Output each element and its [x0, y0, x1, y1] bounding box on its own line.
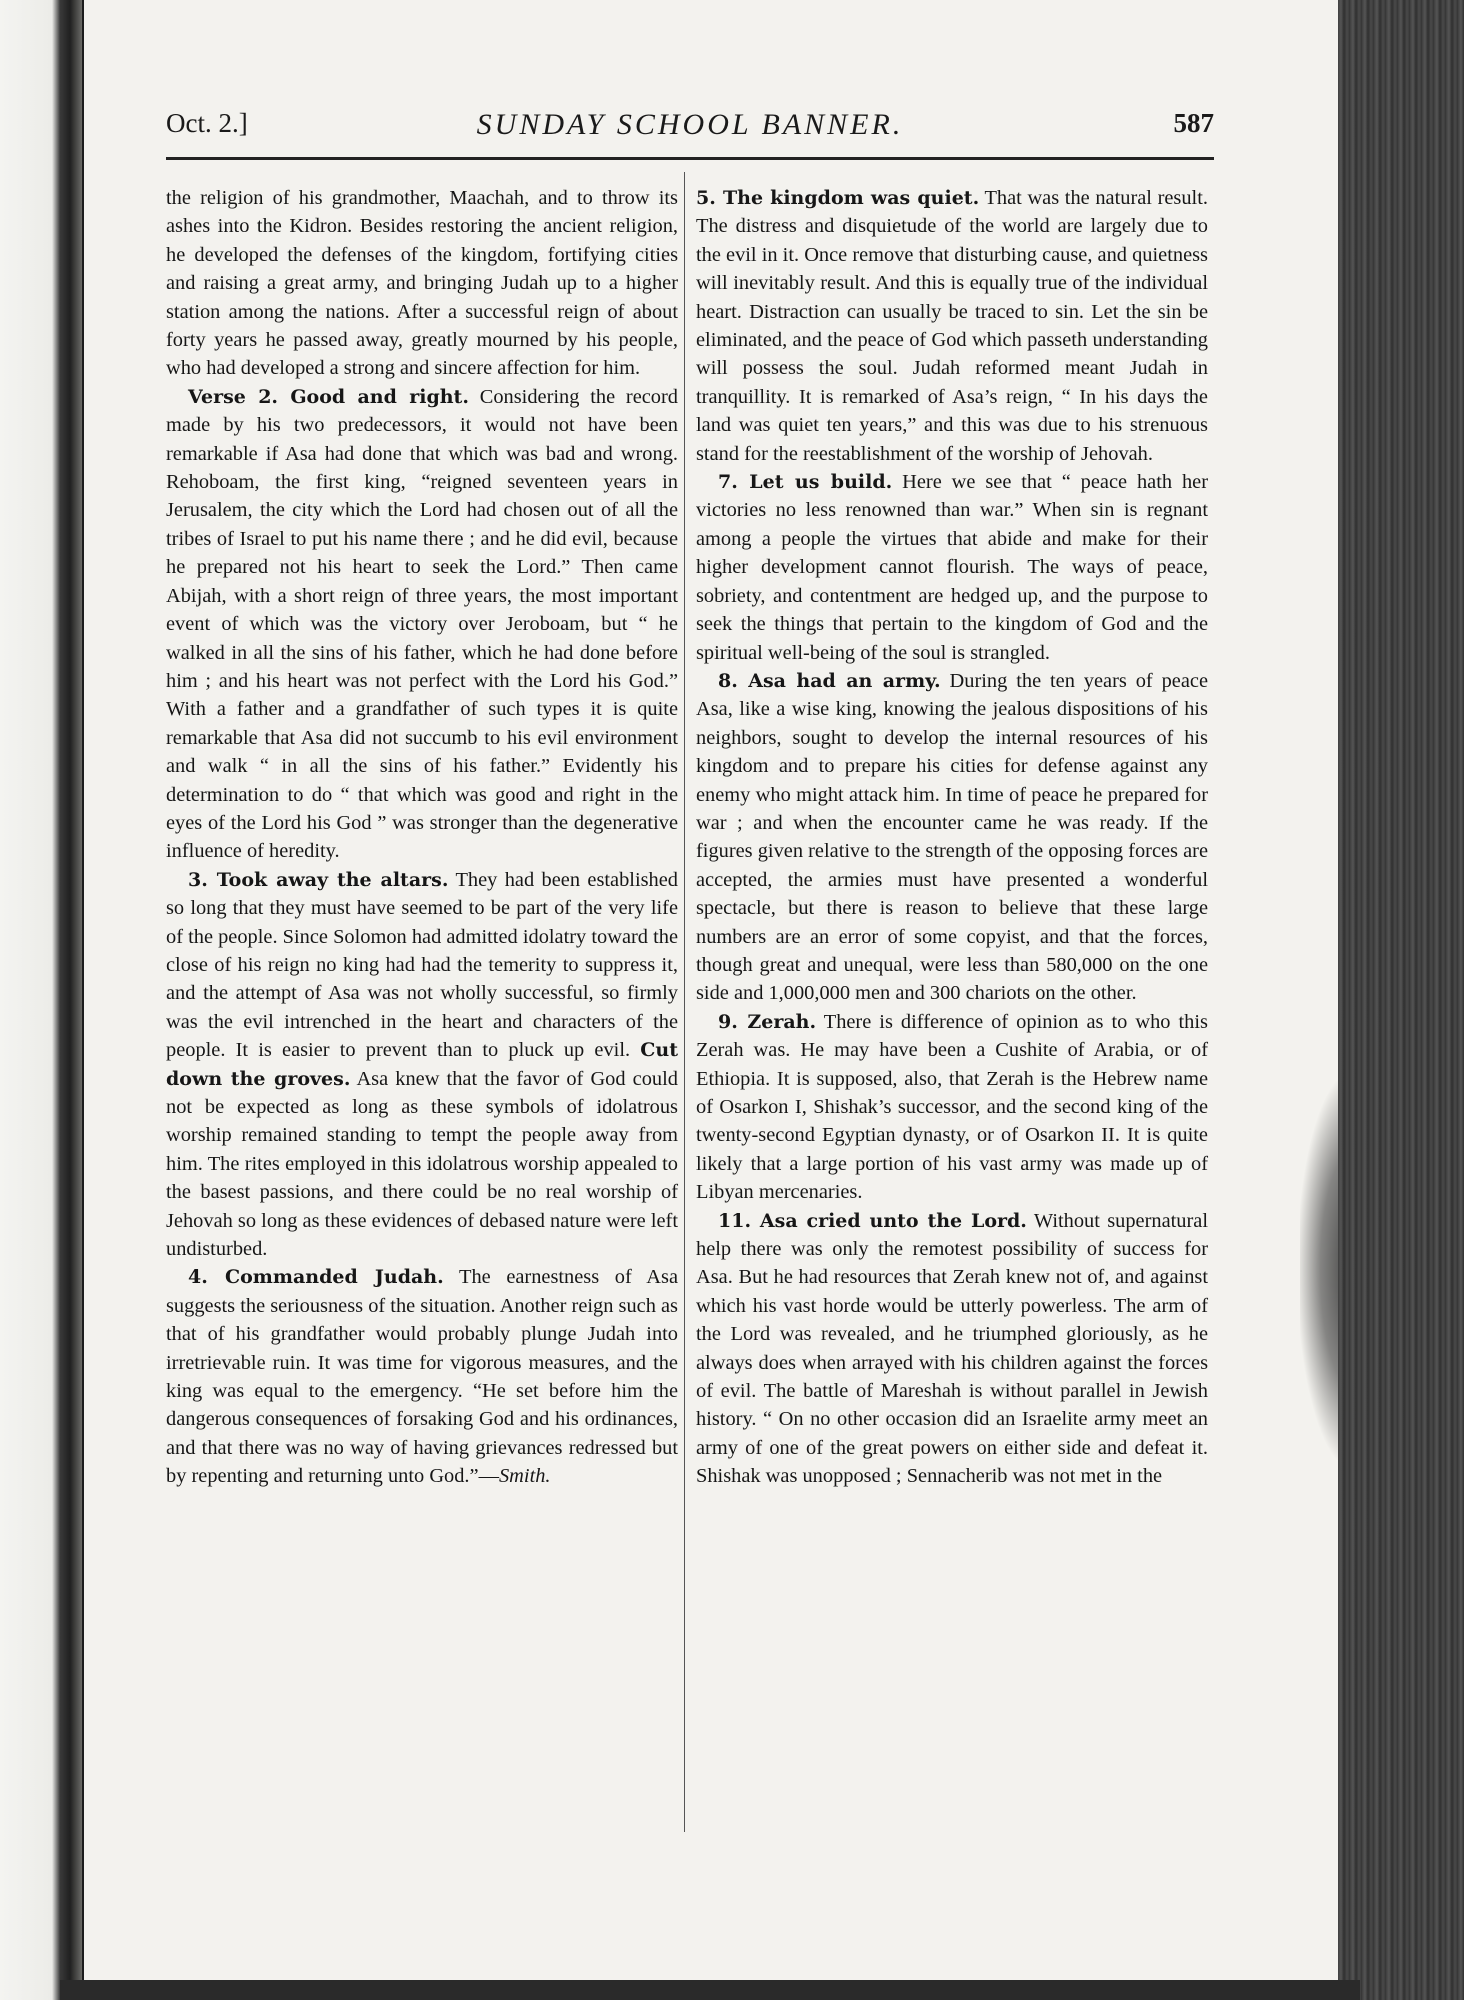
verse-subheading: Cut down the groves. — [166, 1039, 678, 1090]
paragraph — [696, 468, 1208, 667]
verse-heading: 5. The kingdom was quiet. — [696, 187, 980, 209]
verse-heading: 8. Asa had an army. — [718, 669, 941, 692]
paragraph-text: Without supernatural help there was only the remotest possibility of success for Asa. But he had resources that Zerah knew not of, and against which his vast horde would be utterly powerless. The arm of the Lord was revealed, and he triumphed gloriously, as he always does when arrayed with his children against the forces of evil. The battle of Mareshah is without parallel in Jewish history. “ On no other occasion did an Israelite army meet an army of one of the great powers on either side and defeat it. Shishak was unopposed ; Sennacherib was not met in the — [696, 1209, 1209, 1488]
left-page-edge — [0, 0, 82, 2000]
verse-heading: 9. Zerah. — [718, 1010, 817, 1033]
page-number: 587 — [1173, 108, 1214, 138]
verse-heading: 11. Asa cried unto the Lord. — [718, 1209, 1027, 1232]
verse-heading: 7. Let us build. — [718, 471, 893, 494]
paragraph-text: The earnestness of Asa suggests the seriousness of the situation. Another reign such as that of his grandfather would probably plunge Judah into irretrievable ruin. It was time for vigorous measures, and the king was equal to the emergency. “He set before him the dangerous consequences of forsaking God and his ordinances, and that there was no way of having grievances redressed but by repenting and returning unto God.”— — [166, 1266, 678, 1488]
paragraph — [166, 1263, 678, 1490]
publication-title: SUNDAY SCHOOL BANNER. — [476, 108, 904, 141]
right-column — [696, 184, 1208, 1491]
paragraph — [166, 184, 678, 383]
paragraph-text: Considering the record made by his two predecessors, it would not have been remarkable if Asa had done that which was bad and wrong. Rehoboam, the first king, “reigned seventeen years in Jerusalem, the city which the Lord had chosen out of all the tribes of Israel to put his name there ; and he did evil, because he prepared not his heart to seek the Lord.” Then came Abijah, with a short reign of three years, the most important event of which was the victory over Jeroboam, but “ he walked in all the sins of his father, which he had done before him ; and his heart was not perfect with the Lord his God.” With a father and a grandfather of such types it is quite remarkable that Asa did not succumb to his evil environment and walk “ in all the sins of his father.” Evidently his determination to do “ that which was good and right in the eyes of the Lord his God ” was stronger than the degenerative influence of heredity. — [166, 385, 678, 863]
column-divider — [684, 172, 685, 1832]
verse-heading: Verse 2. Good and right. — [188, 385, 469, 408]
paragraph-text: There is difference of opinion as to who this Zerah was. He may have been a Cushite of Arabia, or of Ethiopia. It is supposed, also, that Zerah is the Hebrew name of Osarkon I, Shishak’s successor, and the second king of the twenty-second Egyptian dynasty, or of Osarkon II. It is quite likely that a large portion of his vast army was made up of Libyan mercenaries. — [696, 1010, 1208, 1204]
header-date: Oct. 2.] — [166, 108, 248, 138]
citation: Smith. — [498, 1465, 551, 1488]
paragraph — [696, 1207, 1208, 1491]
left-column — [166, 184, 678, 1491]
verse-heading: 3. Took away the altars. — [188, 868, 449, 891]
paragraph-text: Asa knew that the favor of God could not be expected as long as these symbols of idolatrous worship remained standing to tempt the people away from him. The rites employed in this idolatrous worship appealed to the basest passions, and there could be no real worship of Jehovah so long as these evidences of debased nature were left undisturbed. — [166, 1067, 678, 1261]
paragraph — [166, 866, 678, 1264]
paragraph-text: They had been established so long that they must have seemed to be part of the very life of the people. Since Solomon had admitted idolatry toward the close of his reign no king had had the temerity to suppress it, and the attempt of Asa was not wholly successful, so firmly was the evil intrenched in the heart and characters of the people. It is easier to prevent than to pluck up evil. — [166, 868, 678, 1062]
paragraph-text: Here we see that “ peace hath her victories no less renowned than war.” When sin is regnant among a people the virtues that abide and make for their higher development cannot flourish. The ways of peace, sobriety, and contentment are hedged up, and the purpose to seek the things that pertain to the kingdom of God and the spiritual well-being of the soul is strangled. — [696, 471, 1209, 664]
header-rule — [166, 157, 1214, 160]
paragraph-text: the religion of his grandmother, Maachah, and to throw its ashes into the Kidron. Besides restoring the ancient religion, he developed the defenses of the kingdom, fortifying cities and raising a great army, and bringing Judah up to a higher station among the nations. After a successful reign of about forty years he passed away, greatly mourned by his people, who had developed a strong and sincere affection for him. — [166, 187, 678, 380]
verse-heading: 4. Commanded Judah. — [188, 1266, 444, 1289]
paragraph — [166, 383, 678, 866]
book-binding — [1338, 0, 1464, 2000]
bottom-page-edge — [60, 1980, 1360, 2000]
paragraph-text: That was the natural result. The distress and disquietude of the world are largely due to the evil in it. Once remove that disturbing cause, and quietness will inevitably result. And this is equally true of the individual heart. Distraction can usually be traced to sin. Let the sin be eliminated, and the peace of God which passeth understanding will possess the soul. Judah reformed meant Judah in tranquillity. It is remarked of Asa’s reign, “ In his days the land was quiet ten years,” and this was due to his strenuous stand for the reestablishment of the worship of Jehovah. — [696, 187, 1208, 465]
paragraph — [696, 667, 1208, 1008]
paragraph — [696, 1008, 1208, 1207]
running-header — [166, 108, 1214, 154]
paragraph-text: During the ten years of peace Asa, like a wise king, knowing the jealous dispositions of his neighbors, sought to develop the internal resources of his kingdom and to prepare his cities for defense against any enemy who might attack him. In time of peace he prepared for war ; and when the encounter came he was ready. If the figures given relative to the strength of the opposing forces are accepted, the armies must have presented a wonderful spectacle, but there is reason to believe that these large numbers are an error of some copyist, and that the forces, though great and unequal, were less than 580,000 on the one side and 1,000,000 men and 300 chariots on the other. — [696, 669, 1208, 1005]
paragraph — [696, 184, 1208, 468]
